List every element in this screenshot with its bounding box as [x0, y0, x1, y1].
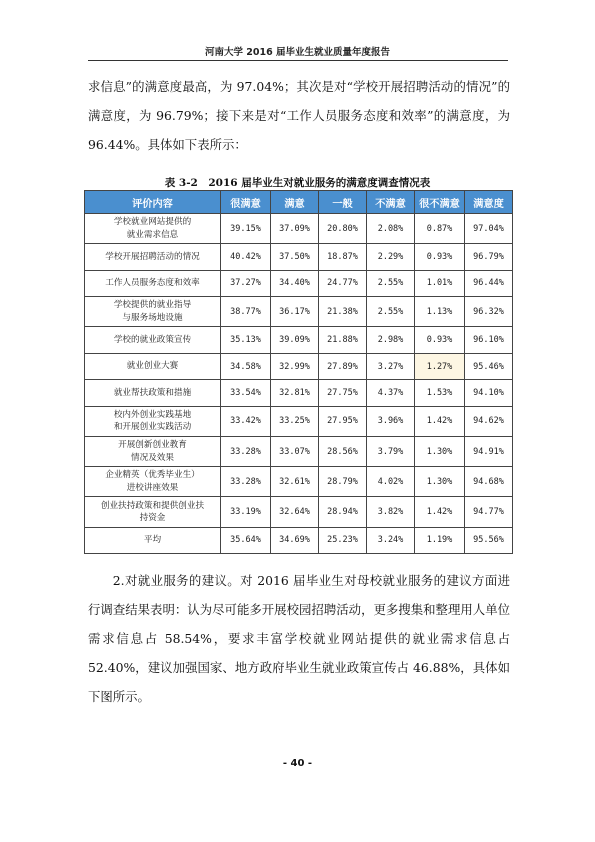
table-cell: 40.42%	[221, 244, 271, 271]
suggestion-paragraph: 2.对就业服务的建议。对 2016 届毕业生对母校就业服务的建议方面进行调查结果表明：认为尽可能多开展校园招聘活动，更多搜集和整理用人单位需求信息占 58.54%，要求丰富学校就业网站提供的就业需求信息占 52.40%，建议加强国家、地方政府毕业生就业政策宣传占 46.88%，具体如下图所示。	[88, 573, 510, 704]
table-cell: 1.13%	[415, 297, 465, 327]
table-cell: 33.19%	[221, 497, 271, 527]
table-cell: 36.17%	[271, 297, 319, 327]
table-cell: 94.10%	[465, 380, 513, 407]
satisfaction-table	[84, 190, 513, 554]
table-cell: 0.93%	[415, 327, 465, 354]
table-cell: 96.10%	[465, 327, 513, 354]
table-cell: 3.24%	[367, 527, 415, 554]
table-cell: 94.62%	[465, 406, 513, 436]
table-cell: 2.98%	[367, 327, 415, 354]
table-cell: 1.42%	[415, 406, 465, 436]
table-cell: 1.27%	[415, 353, 465, 380]
table-cell: 33.07%	[271, 437, 319, 467]
table-cell: 34.40%	[271, 270, 319, 297]
intro-paragraph: 求信息”的满意度最高，为 97.04%；其次是对“学校开展招聘活动的情况”的满意度，为 96.79%；接下来是对“工作人员服务态度和效率”的满意度，为 96.44%。具体如下表所示：	[88, 79, 510, 152]
table-row	[85, 497, 513, 527]
table-cell: 97.04%	[465, 214, 513, 244]
table-cell: 2.29%	[367, 244, 415, 271]
table-cell: 33.28%	[221, 437, 271, 467]
running-header: 河南大学 2016 届毕业生就业质量年度报告	[204, 47, 391, 58]
table-cell: 32.61%	[271, 467, 319, 497]
table-cell: 32.64%	[271, 497, 319, 527]
table-cell: 4.02%	[367, 467, 415, 497]
table-cell: 95.56%	[465, 527, 513, 554]
table-header-row	[85, 191, 513, 214]
table-cell: 18.87%	[319, 244, 367, 271]
row-label: 校内外创业实践基地 和开展创业实践活动	[85, 406, 221, 436]
row-label: 就业帮扶政策和措施	[85, 380, 221, 407]
header-rule	[88, 60, 508, 61]
table-cell: 96.44%	[465, 270, 513, 297]
table-cell: 20.80%	[319, 214, 367, 244]
table-cell: 94.91%	[465, 437, 513, 467]
table-cell: 1.30%	[415, 467, 465, 497]
table-cell: 37.50%	[271, 244, 319, 271]
row-label: 创业扶持政策和提供创业扶 持资金	[85, 497, 221, 527]
column-header: 很满意	[221, 191, 271, 214]
table-cell: 24.77%	[319, 270, 367, 297]
column-header: 一般	[319, 191, 367, 214]
table-row	[85, 406, 513, 436]
table-cell: 27.95%	[319, 406, 367, 436]
table-row	[85, 214, 513, 244]
table-cell: 1.53%	[415, 380, 465, 407]
table-caption: 表 3-2 2016 届毕业生对就业服务的满意度调查情况表	[164, 177, 431, 189]
column-header: 满意度	[465, 191, 513, 214]
table-row	[85, 327, 513, 354]
table-cell: 27.75%	[319, 380, 367, 407]
table-cell: 1.42%	[415, 497, 465, 527]
column-header: 很不满意	[415, 191, 465, 214]
table-cell: 33.28%	[221, 467, 271, 497]
table-row	[85, 244, 513, 271]
table-cell: 96.79%	[465, 244, 513, 271]
table-cell: 95.46%	[465, 353, 513, 380]
table-cell: 32.81%	[271, 380, 319, 407]
table-cell: 28.79%	[319, 467, 367, 497]
table-row	[85, 353, 513, 380]
table-cell: 3.96%	[367, 406, 415, 436]
table-cell: 94.77%	[465, 497, 513, 527]
page-number: - 40 -	[282, 758, 313, 769]
table-cell: 3.82%	[367, 497, 415, 527]
table-cell: 1.01%	[415, 270, 465, 297]
table-cell: 0.93%	[415, 244, 465, 271]
table-cell: 37.27%	[221, 270, 271, 297]
table-row	[85, 297, 513, 327]
table-cell: 3.27%	[367, 353, 415, 380]
table-cell: 38.77%	[221, 297, 271, 327]
row-label: 学校的就业政策宣传	[85, 327, 221, 354]
table-body	[85, 214, 513, 554]
row-label: 平均	[85, 527, 221, 554]
table-cell: 2.55%	[367, 297, 415, 327]
table-row	[85, 380, 513, 407]
table-cell: 39.15%	[221, 214, 271, 244]
table-cell: 3.79%	[367, 437, 415, 467]
table-cell: 2.55%	[367, 270, 415, 297]
table-row	[85, 270, 513, 297]
row-label: 就业创业大赛	[85, 353, 221, 380]
table-cell: 21.88%	[319, 327, 367, 354]
row-label: 企业精英（优秀毕业生） 进校讲座效果	[85, 467, 221, 497]
table-cell: 34.58%	[221, 353, 271, 380]
table-cell: 34.69%	[271, 527, 319, 554]
table-row	[85, 437, 513, 467]
table-cell: 32.99%	[271, 353, 319, 380]
row-label: 工作人员服务态度和效率	[85, 270, 221, 297]
table-cell: 37.09%	[271, 214, 319, 244]
table-cell: 21.38%	[319, 297, 367, 327]
column-header: 不满意	[367, 191, 415, 214]
table-cell: 33.42%	[221, 406, 271, 436]
table-cell: 96.32%	[465, 297, 513, 327]
table-cell: 2.08%	[367, 214, 415, 244]
table-cell: 35.64%	[221, 527, 271, 554]
table-row	[85, 527, 513, 554]
table-cell: 39.09%	[271, 327, 319, 354]
table-row	[85, 467, 513, 497]
row-label: 学校开展招聘活动的情况	[85, 244, 221, 271]
table-cell: 28.56%	[319, 437, 367, 467]
table-cell: 1.30%	[415, 437, 465, 467]
row-label: 学校就业网站提供的 就业需求信息	[85, 214, 221, 244]
table-cell: 35.13%	[221, 327, 271, 354]
row-label: 学校提供的就业指导 与服务场地设施	[85, 297, 221, 327]
table-cell: 1.19%	[415, 527, 465, 554]
table-cell: 25.23%	[319, 527, 367, 554]
table-cell: 28.94%	[319, 497, 367, 527]
table-cell: 33.25%	[271, 406, 319, 436]
table-cell: 0.87%	[415, 214, 465, 244]
table-cell: 94.68%	[465, 467, 513, 497]
table-cell: 27.89%	[319, 353, 367, 380]
column-header: 评价内容	[85, 191, 221, 214]
row-label: 开展创新创业教育 情况及效果	[85, 437, 221, 467]
column-header: 满意	[271, 191, 319, 214]
table-cell: 33.54%	[221, 380, 271, 407]
table-cell: 4.37%	[367, 380, 415, 407]
